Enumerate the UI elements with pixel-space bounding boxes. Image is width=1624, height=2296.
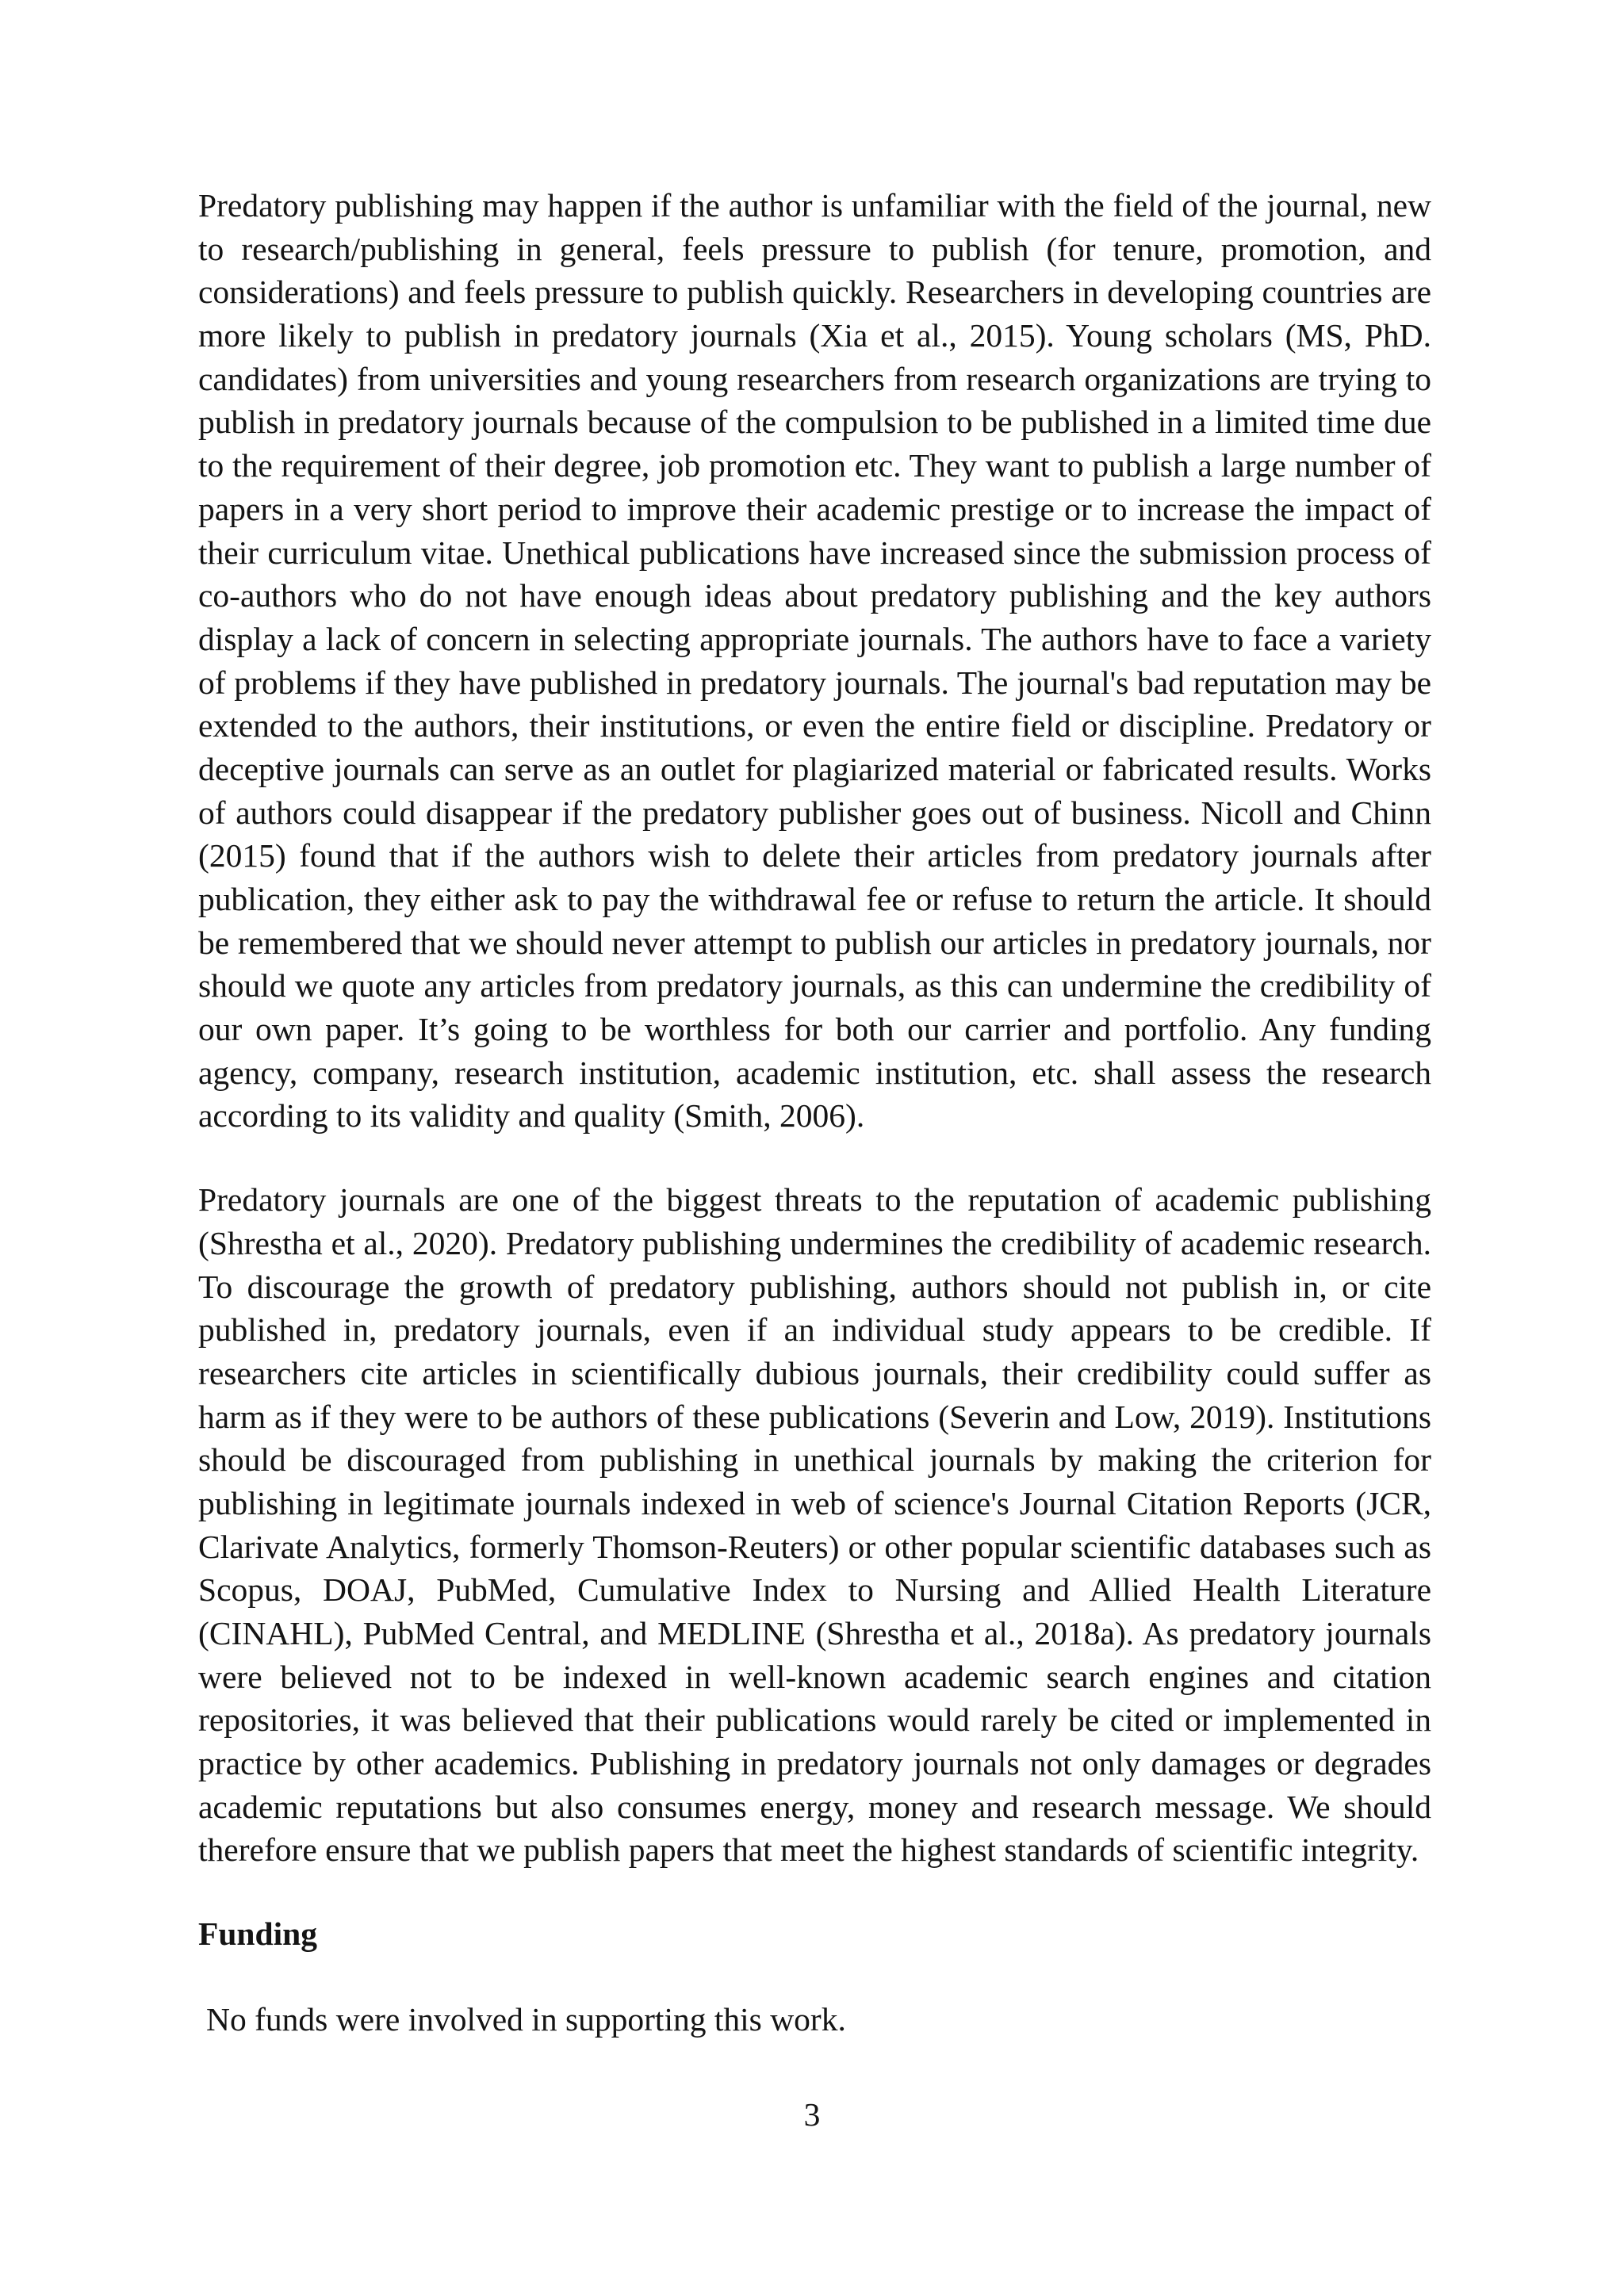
paragraph-2-line: should be discouraged from publishing in unethical journals by making the criterion for — [198, 1441, 1431, 1479]
paragraph-1-line: their curriculum vitae. Unethical publications have increased since the submission process of — [198, 534, 1431, 571]
paragraph-1-line: agency, company, research institution, academic institution, etc. shall assess the research — [198, 1054, 1431, 1091]
paragraph-1-line: Predatory publishing may happen if the author is unfamiliar with the field of the journal, new — [198, 187, 1431, 224]
paragraph-1-line: be remembered that we should never attempt to publish our articles in predatory journals, nor — [198, 924, 1431, 961]
body-paragraph-1 — [198, 184, 1431, 1138]
funding-statement: No funds were involved in supporting this work. — [206, 2000, 846, 2038]
paragraph-2-line: Predatory journals are one of the biggest threats to the reputation of academic publishing — [198, 1181, 1431, 1219]
section-spacer — [198, 1872, 1431, 1912]
heading-spacer — [198, 1956, 1431, 1998]
paragraph-2-line: repositories, it was believed that their publications would rarely be cited or implemented in — [198, 1701, 1431, 1739]
paragraph-2-line: (Shrestha et al., 2020). Predatory publishing undermines the credibility of academic research. — [198, 1224, 1431, 1261]
paragraph-2-line: (CINAHL), PubMed Central, and MEDLINE (Shrestha et al., 2018a). As predatory journals — [198, 1615, 1431, 1652]
funding-heading: Funding — [198, 1915, 317, 1953]
paragraph-1-line: according to its validity and quality (Smith, 2006). — [198, 1097, 865, 1135]
paragraph-1-line: publication, they either ask to pay the withdrawal fee or refuse to return the article. It should — [198, 881, 1431, 917]
page-number: 3 — [803, 2096, 821, 2133]
paragraph-spacer — [198, 1138, 1431, 1178]
paragraph-2-line: Scopus, DOAJ, PubMed, Cumulative Index to Nursing and Allied Health Literature — [198, 1571, 1431, 1609]
paragraph-2-line: harm as if they were to be authors of these publications (Severin and Low, 2019). Institutions — [198, 1398, 1431, 1435]
paragraph-1-line: should we quote any articles from predatory journals, as this can undermine the credibility of — [198, 967, 1431, 1004]
paragraph-1-line: our own paper. It’s going to be worthless for both our carrier and portfolio. Any funding — [198, 1011, 1431, 1048]
paragraph-1-line: candidates) from universities and young researchers from research organizations are trying to — [198, 360, 1431, 397]
paragraph-2-line: publishing in legitimate journals indexed in web of science's Journal Citation Reports (JCR, — [198, 1484, 1431, 1521]
paragraph-1-line: considerations) and feels pressure to publish quickly. Researchers in developing countries are — [198, 274, 1431, 311]
paragraph-2-line: Clarivate Analytics, formerly Thomson-Reuters) or other popular scientific databases such as — [198, 1528, 1431, 1565]
paragraph-1-line: deceptive journals can serve as an outlet for plagiarized material or fabricated results. Works — [198, 750, 1431, 787]
body-paragraph-2 — [198, 1178, 1431, 1872]
paragraph-2-line: published in, predatory journals, even if an individual study appears to be credible. If — [198, 1311, 1431, 1349]
paragraph-1-line: co-authors who do not have enough ideas about predatory publishing and the key authors — [198, 577, 1431, 614]
paragraph-2-line: were believed not to be indexed in well-known academic search engines and citation — [198, 1658, 1431, 1695]
paragraph-1-line: more likely to publish in predatory journals (Xia et al., 2015). Young scholars (MS, PhD. — [198, 317, 1431, 354]
paragraph-1-line: to research/publishing in general, feels pressure to publish (for tenure, promotion, and — [198, 230, 1431, 267]
paragraph-2-line: researchers cite articles in scientifically dubious journals, their credibility could suffer as — [198, 1354, 1431, 1391]
paragraph-2-line: practice by other academics. Publishing in predatory journals not only damages or degrades — [198, 1745, 1431, 1782]
paragraph-2-line: academic reputations but also consumes energy, money and research message. We should — [198, 1788, 1431, 1825]
paragraph-1-line: publish in predatory journals because of the compulsion to be published in a limited time due — [198, 404, 1431, 441]
page-content — [198, 184, 1431, 2042]
paragraph-1-line: of authors could disappear if the predatory publisher goes out of business. Nicoll and Chinn — [198, 794, 1431, 831]
paragraph-1-line: to the requirement of their degree, job promotion etc. They want to publish a large number of — [198, 447, 1431, 484]
paragraph-2-line: therefore ensure that we publish papers that meet the highest standards of scientific integrity. — [198, 1831, 1419, 1869]
paragraph-2-line: To discourage the growth of predatory publishing, authors should not publish in, or cite — [198, 1268, 1431, 1305]
paragraph-1-line: (2015) found that if the authors wish to delete their articles from predatory journals after — [198, 837, 1431, 874]
paragraph-1-line: display a lack of concern in selecting appropriate journals. The authors have to face a variety — [198, 620, 1431, 657]
paragraph-1-line: extended to the authors, their institutions, or even the entire field or discipline. Predatory or — [198, 707, 1431, 744]
paragraph-1-line: papers in a very short period to improve their academic prestige or to increase the impact of — [198, 490, 1431, 527]
paragraph-1-line: of problems if they have published in predatory journals. The journal's bad reputation may be — [198, 664, 1431, 701]
